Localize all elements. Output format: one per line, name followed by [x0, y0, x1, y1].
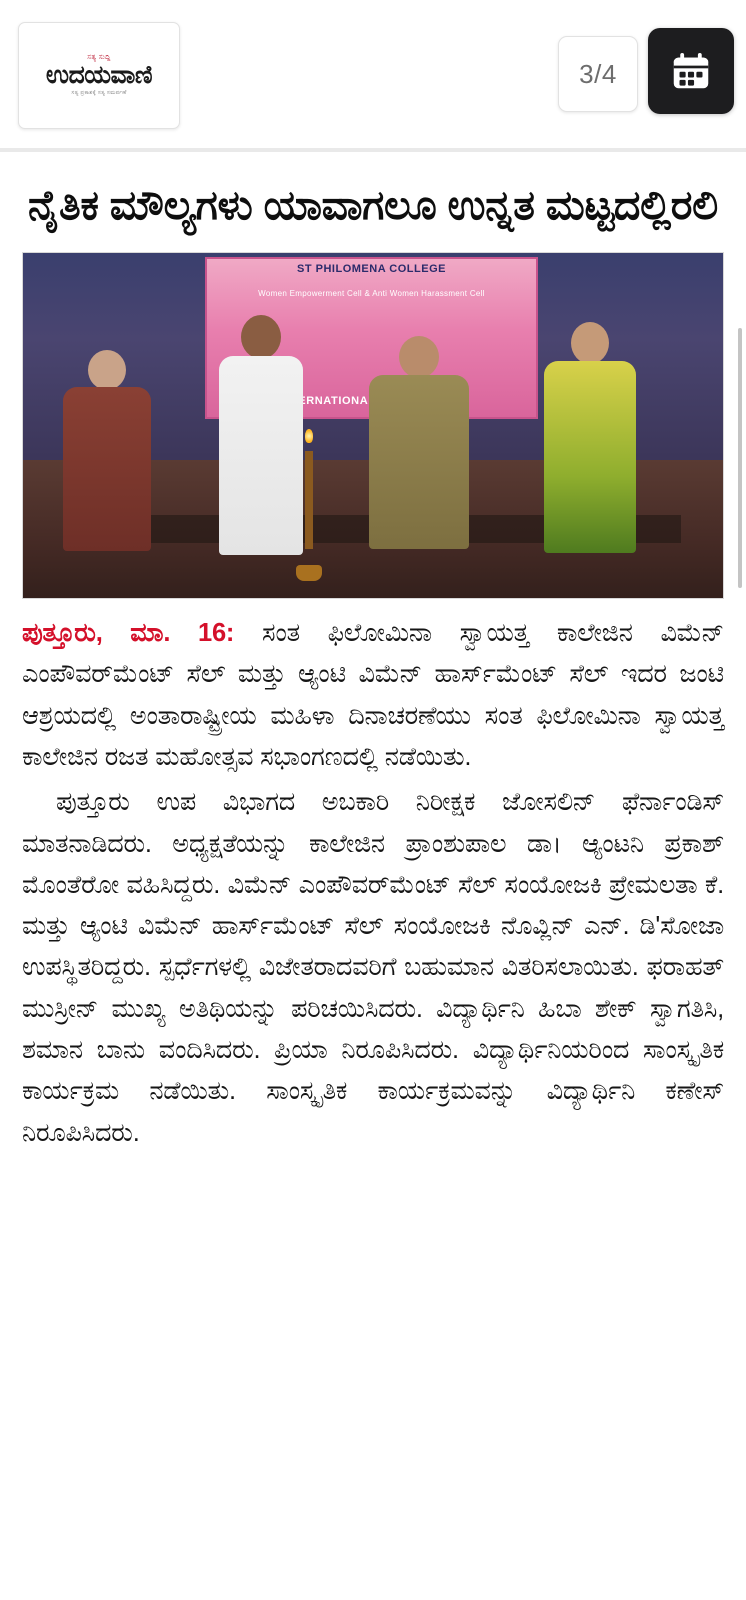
logo-tagline-top: ಸತ್ಯ ಸುದ್ದಿ: [87, 54, 111, 62]
dateline: ಪುತ್ತೂರು, ಮಾ. 16:: [22, 619, 235, 648]
photo-person-body: [219, 356, 303, 555]
photo-person-4: [527, 322, 653, 577]
photo-person-head: [399, 336, 439, 378]
article-paragraph-1: [22, 613, 724, 778]
photo-person-body: [544, 361, 636, 552]
photo-banner-line2: Women Empowerment Cell & Anti Women Harassment Cell: [258, 288, 485, 298]
article-paragraph-2: ಪುತ್ತೂರು ಉಪ ವಿಭಾಗದ ಅಬಕಾರಿ ನಿರೀಕ್ಷಕ ಜೋಸಲಿನ್ ಫೆರ್ನಾಂಡಿಸ್ ಮಾತನಾಡಿದರು. ಅಧ್ಯಕ್ಷತೆಯನ್ನು ಕಾಲೇಜಿನ ಪ್ರಾಂಶುಪಾಲ ಡಾ। ಆ್ಯಂಟನಿ ಪ್ರಕಾಶ್ ಮೊಂತೆರೋ ವಹಿಸಿದ್ದರು. ವಿಮೆನ್ ಎಂಪೌವರ್‌ಮೆಂಟ್ ಸೆಲ್ ಸಂಯೋಜಕಿ ಪ್ರೇಮಲತಾ ಕೆ. ಮತ್ತು ಆ್ಯಂಟಿ ವಿಮೆನ್ ಹಾರ್ಸ್‌ಮೆಂಟ್ ಸೆಲ್ ಸಂಯೋಜಕಿ ನೊವ್ಲಿನ್ ಎನ್. ಡಿ'ಸೋಜಾ ಉಪಸ್ಥಿತರಿದ್ದರು. ಸ್ಪರ್ಧೆಗಳಲ್ಲಿ ವಿಜೇತರಾದವರಿಗೆ ಬಹುಮಾನ ವಿತರಿಸಲಾಯಿತು. ಫರಾಹತ್ ಮುಸ್ರೀನ್ ಮುಖ್ಯ ಅತಿಥಿಯನ್ನು ಪರಿಚಯಿಸಿದರು. ವಿದ್ಯಾರ್ಥಿನಿ ಹಿಬಾ ಶೇಕ್ ಸ್ವಾಗತಿಸಿ, ಶಮಾನ ಬಾನು ವಂದಿಸಿದರು. ಪ್ರಿಯಾ ನಿರೂಪಿಸಿದರು. ವಿದ್ಯಾರ್ಥಿನಿಯರಿಂದ ಸಾಂಸ್ಕೃತಿಕ ಕಾರ್ಯಕ್ರಮ ನಡೆಯಿತು. ಸಾಂಸ್ಕೃತಿಕ ಕಾರ್ಯಕ್ರಮವನ್ನು ವಿದ್ಯಾರ್ಥಿನಿ ಕಣೇಸ್ ನಿರೂಪಿಸಿದರು.: [22, 788, 724, 1147]
lamp-base: [296, 565, 322, 581]
photo-person-3: [352, 336, 485, 578]
photo-banner-line3: INTERNATIONAL: [278, 395, 376, 408]
photo-person-body: [369, 375, 469, 549]
logo-wordmark: ಉದಯವಾಣಿ: [45, 61, 153, 90]
top-bar: [0, 0, 746, 148]
photo-person-body: [63, 387, 151, 551]
logo-inner: [46, 54, 152, 97]
publication-logo[interactable]: [18, 22, 180, 129]
photo-person-head: [241, 315, 281, 359]
photo-person-1: [51, 350, 163, 578]
lamp-flame: [305, 429, 313, 443]
calendar-button[interactable]: [648, 28, 734, 114]
article-container: [0, 152, 746, 1154]
photo-person-head: [571, 322, 609, 364]
lamp-stem: [305, 451, 313, 549]
ceremonial-lamp-icon: [296, 422, 322, 581]
article-photo: [22, 252, 724, 599]
scrollbar-track[interactable]: [740, 160, 744, 1594]
page-counter: 3/4: [558, 36, 638, 112]
logo-tagline-bottom: ಸತ್ಯ ಪ್ರಕಾಶಕ್ಕೆ ಸತ್ಯ ಸಮರ್ಪಣೆ: [71, 90, 127, 97]
article-body: [22, 613, 724, 1154]
calendar-icon: [668, 48, 714, 94]
photo-banner-line1: ST PHILOMENA COLLEGE: [297, 262, 446, 275]
photo-person-head: [88, 350, 126, 390]
page-title: ನೈತಿಕ ಮೌಲ್ಯಗಳು ಯಾವಾಗಲೂ ಉನ್ನತ ಮಟ್ಟದಲ್ಲಿರಲಿ: [28, 182, 718, 228]
article-paragraph-1-text: ಸಂತ ಫಿಲೋಮಿನಾ ಸ್ವಾಯತ್ತ ಕಾಲೇಜಿನ ವಿಮೆನ್ ಎಂಪೌವರ್‌ಮೆಂಟ್ ಸೆಲ್ ಮತ್ತು ಆ್ಯಂಟಿ ವಿಮೆನ್ ಹಾರ್ಸ್‌ಮೆಂಟ್ ಸೆಲ್ ಇದರ ಜಂಟಿ ಆಶ್ರಯದಲ್ಲಿ ಅಂತಾರಾಷ್ಟ್ರೀಯ ಮಹಿಳಾ ದಿನಾಚರಣೆಯು ಸಂತ ಫಿಲೋಮಿನಾ ಸ್ವಾಯತ್ತ ಕಾಲೇಜಿನ ರಜತ ಮಹೋತ್ಸವ ಸಭಾಂಗಣದಲ್ಲಿ ನಡೆಯಿತು.: [22, 619, 724, 771]
scrollbar-thumb[interactable]: [738, 328, 742, 588]
